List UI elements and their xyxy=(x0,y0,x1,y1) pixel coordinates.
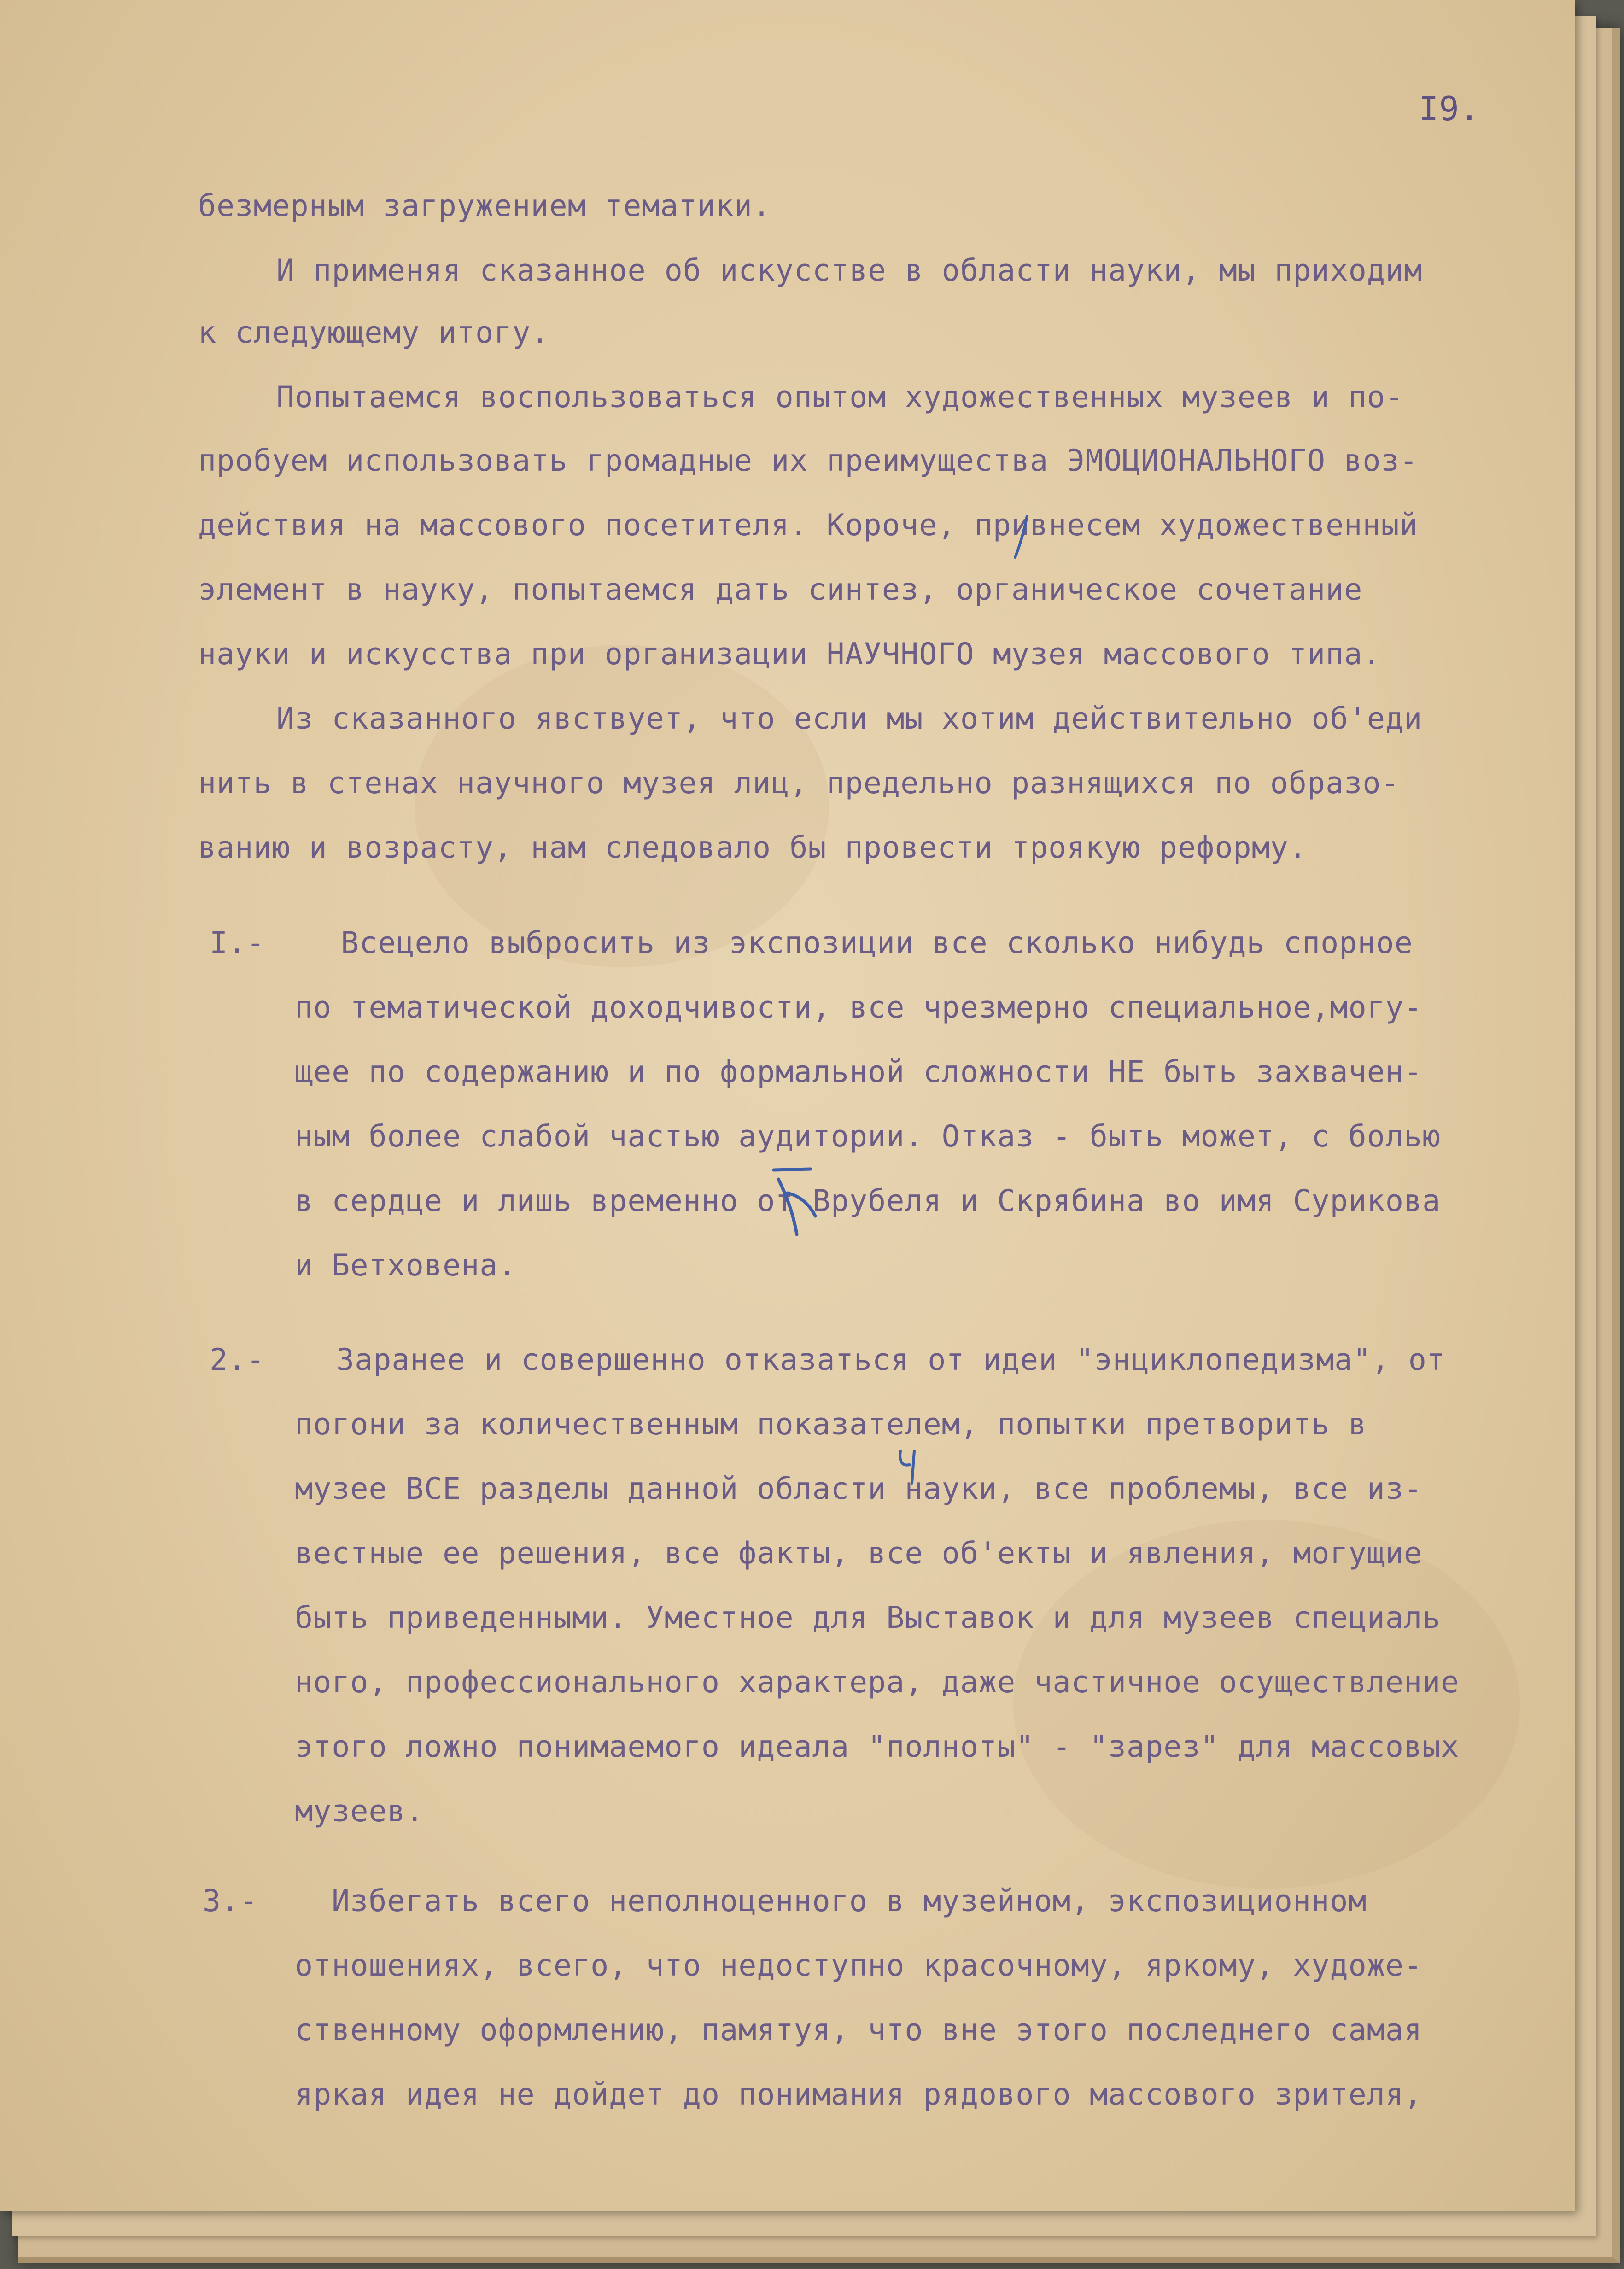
list-item-line: в сердце и лишь временно от Врубеля и Скрябина во имя Сурикова xyxy=(295,1184,1441,1218)
list-item-line: ственному оформлению, памятуя, что вне этого последнего самая xyxy=(295,2013,1423,2047)
list-item-line: Избегать всего неполноценного в музейном, экспозиционном xyxy=(332,1884,1367,1918)
list-item-line: Заранее и совершенно отказаться от идеи "энциклопедизма", от xyxy=(336,1343,1445,1377)
text-line: к следующему итогу. xyxy=(198,316,549,350)
list-marker: I.- xyxy=(210,926,265,960)
list-item-line: яркая идея не дойдет до понимания рядового массового зрителя, xyxy=(295,2077,1423,2112)
list-item-line: музее ВСЕ разделы данной области науки, все проблемы, все из- xyxy=(295,1472,1423,1506)
text-line: ванию и возрасту, нам следовало бы провести троякую реформу. xyxy=(198,830,1307,865)
list-item-line: этого ложно понимаемого идеала "полноты" - "зарез" для массовых xyxy=(295,1730,1460,1764)
text-line: элемент в науку, попытаемся дать синтез, органическое сочетание xyxy=(198,573,1363,607)
list-item-line: вестные ее решения, все факты, все об'екты и явления, могущие xyxy=(295,1536,1423,1571)
text-line: пробуем использовать громадные их преимущества ЭМОЦИОНАЛЬНОГО воз- xyxy=(198,444,1418,478)
list-item-line: быть приведенными. Уместное для Выставок и для музеев специаль xyxy=(295,1601,1441,1635)
text-line: нить в стенах научного музея лиц, предельно разнящихся по образо- xyxy=(198,766,1400,801)
list-item-line: ным более слабой частью аудитории. Отказ - быть может, с болью xyxy=(295,1119,1441,1154)
text-line: Из сказанного явствует, что если мы хотим действительно об'еди xyxy=(276,702,1423,736)
text-line: действия на массового посетителя. Короче, привнесем художественный xyxy=(198,508,1418,543)
paper-stain xyxy=(1013,1520,1520,1889)
list-item-line: Всецело выбросить из экспозиции все сколько нибудь спорное xyxy=(341,926,1413,960)
list-item-line: отношениях, всего, что недоступно красочному, яркому, художе- xyxy=(295,1948,1423,1983)
paper-stain xyxy=(415,645,829,967)
list-item-line: щее по содержанию и по формальной сложности НЕ быть захвачен- xyxy=(295,1055,1423,1089)
list-item-line: погони за количественным показателем, попытки претворить в xyxy=(295,1407,1367,1442)
page-number: I9. xyxy=(1419,89,1480,128)
list-marker: 2.- xyxy=(210,1343,265,1377)
list-item-line: музеев. xyxy=(295,1794,424,1829)
text-line: И применяя сказанное об искусстве в области науки, мы приходим xyxy=(276,253,1423,288)
list-item-line: по тематической доходчивости, все чрезмерно специальное,могу- xyxy=(295,990,1423,1025)
text-line: безмерным загружением тематики. xyxy=(198,189,771,223)
list-marker: 3.- xyxy=(203,1884,258,1918)
list-item-line: ного, профессионального характера, даже частичное осуществление xyxy=(295,1665,1460,1700)
text-line: Попытаемся воспользоваться опытом художественных музеев и по- xyxy=(276,380,1404,415)
text-line: науки и искусства при организации НАУЧНОГО музея массового типа. xyxy=(198,637,1381,672)
list-item-line: и Бетховена. xyxy=(295,1248,517,1283)
